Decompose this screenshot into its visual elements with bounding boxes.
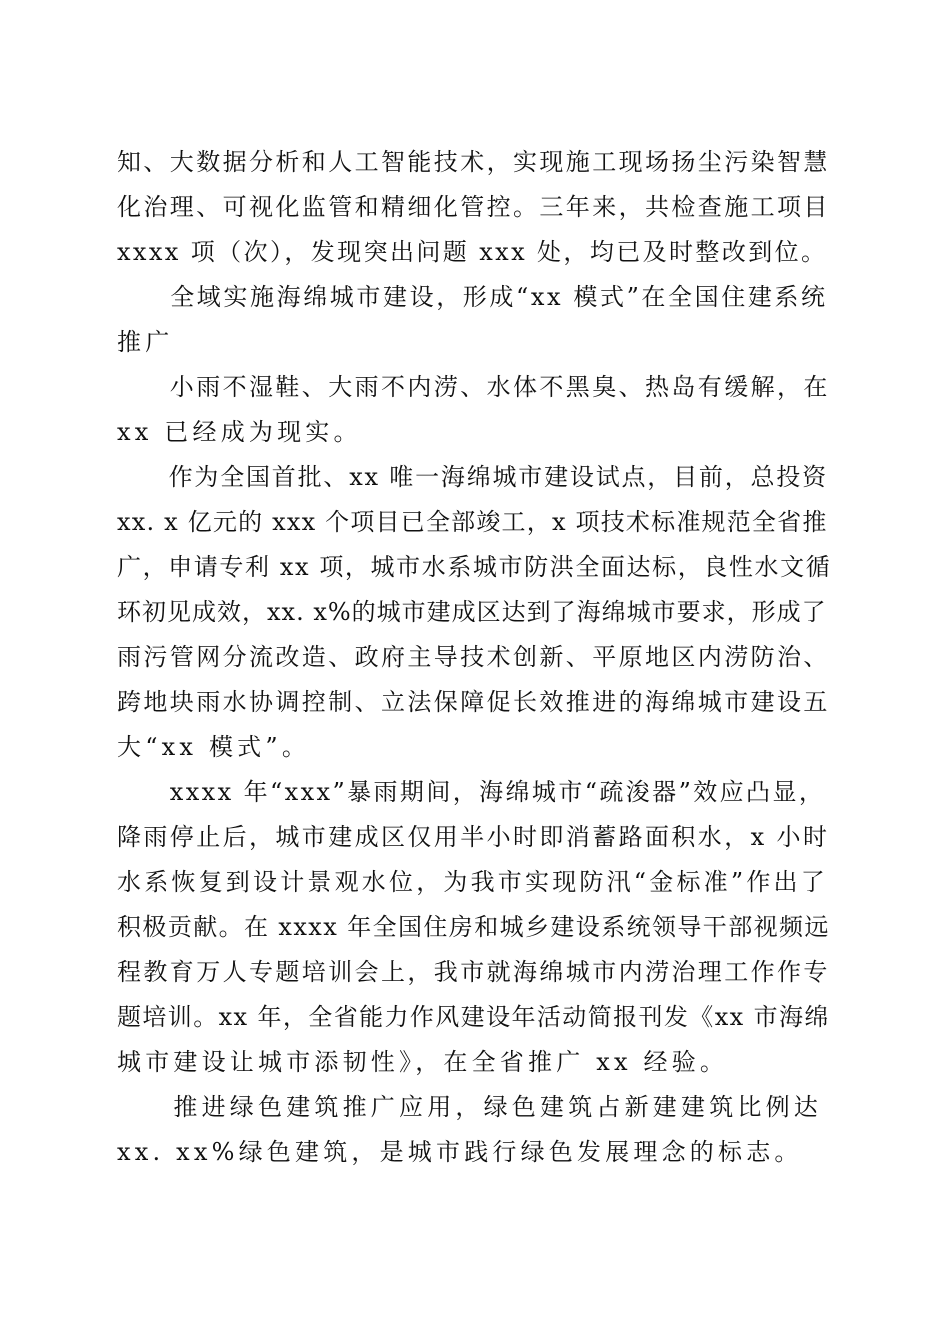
text-line: xxxx 项（次），发现突出问题 xxx 处，均已及时整改到位。 bbox=[117, 238, 828, 266]
text-line: 大“xx 模式”。 bbox=[117, 733, 311, 761]
text-line: 推广 bbox=[117, 328, 174, 356]
text-line: 跨地块雨水协调控制、立法保障促长效推进的海绵城市建设五 bbox=[117, 688, 830, 716]
text-line: 小雨不湿鞋、大雨不内涝、水体不黑臭、热岛有缓解，在 bbox=[117, 373, 830, 401]
text-line: 城市建设让城市添韧性》，在全省推广 xx 经验。 bbox=[117, 1048, 729, 1076]
text-line: 推进绿色建筑推广应用，绿色建筑占新建建筑比例达 bbox=[117, 1093, 822, 1121]
paragraph-3 bbox=[117, 365, 831, 455]
text-line: xxxx 年“xxx”暴雨期间，海绵城市“疏浚器”效应凸显， bbox=[117, 778, 826, 806]
paragraph-1 bbox=[117, 140, 831, 275]
text-line: 积极贡献。在 xxxx 年全国住房和城乡建设系统领导干部视频远 bbox=[117, 913, 830, 941]
text-line: 水系恢复到设计景观水位，为我市实现防汛“金标准”作出了 bbox=[117, 868, 828, 896]
text-line: 全域实施海绵城市建设，形成“xx 模式”在全国住建系统 bbox=[117, 283, 828, 311]
text-line: xx. x 亿元的 xxx 个项目已全部竣工，x 项技术标准规范全省推 bbox=[117, 508, 828, 536]
text-line: 程教育万人专题培训会上，我市就海绵城市内涝治理工作作专 bbox=[117, 958, 830, 986]
text-line: 作为全国首批、xx 唯一海绵城市建设试点，目前，总投资 bbox=[117, 463, 828, 491]
text-line: 雨污管网分流改造、政府主导技术创新、平原地区内涝防治、 bbox=[117, 643, 830, 671]
paragraph-6 bbox=[117, 1085, 831, 1175]
text-line: 化治理、可视化监管和精细化管控。三年来，共检查施工项目 bbox=[117, 193, 830, 221]
paragraph-5 bbox=[117, 770, 831, 1085]
text-line: 环初见成效，xx. x%的城市建成区达到了海绵城市要求，形成了 bbox=[117, 598, 827, 626]
text-line: 广，申请专利 xx 项，城市水系城市防洪全面达标，良性水文循 bbox=[117, 553, 832, 581]
paragraph-4 bbox=[117, 455, 831, 770]
text-line: 降雨停止后，城市建成区仅用半小时即消蓄路面积水，x 小时 bbox=[117, 823, 830, 851]
paragraph-2-heading bbox=[117, 275, 831, 365]
text-line: 知、大数据分析和人工智能技术，实现施工现场扬尘污染智慧 bbox=[117, 148, 830, 176]
document-page bbox=[117, 140, 831, 1175]
text-line: xx. xx%绿色建筑，是城市践行绿色发展理念的标志。 bbox=[117, 1138, 803, 1166]
text-line: xx 已经成为现实。 bbox=[117, 418, 362, 446]
text-line: 题培训。xx 年，全省能力作风建设年活动简报刊发《xx 市海绵 bbox=[117, 1003, 830, 1031]
